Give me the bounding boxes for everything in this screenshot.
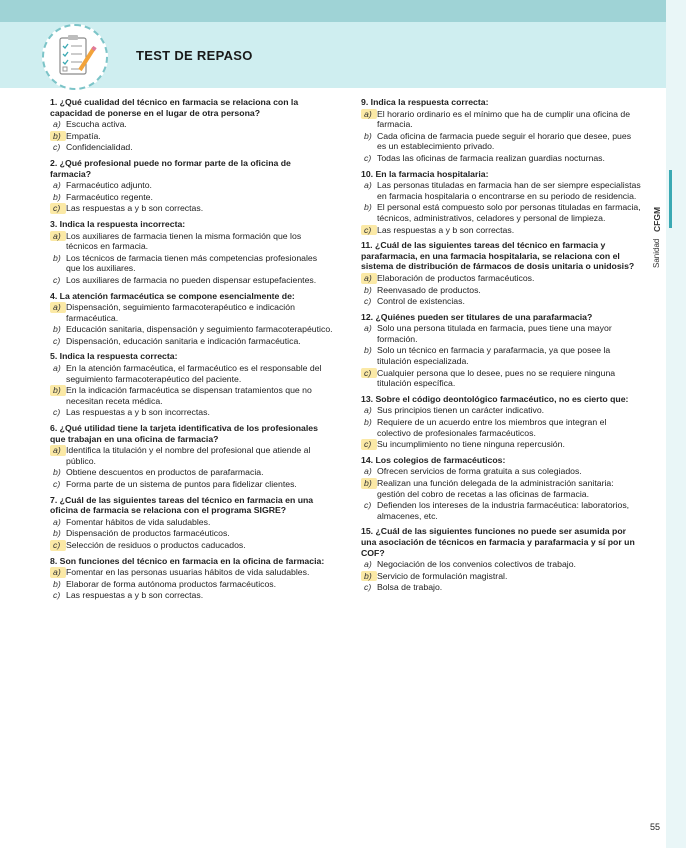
option-text: El personal está compuesto solo por personas tituladas en farmacia, técnicos, administrativos, celadores y personal de limpieza. xyxy=(377,202,641,223)
highlighted-option-letter: c) xyxy=(361,225,377,236)
answer-option xyxy=(50,142,333,153)
answer-option xyxy=(50,231,333,252)
option-text: Cualquier persona que lo desee, pues no se requiere ninguna titulación específica. xyxy=(377,367,616,389)
option-text: Realizan una función delegada de la administración sanitaria: gestión del cobro de recetas a las oficinas de farmacia. xyxy=(377,478,614,499)
answer-option xyxy=(361,285,642,296)
question-block xyxy=(50,423,333,490)
option-text: En la indicación farmacéutica se dispensan tratamientos que no necesitan receta médica. xyxy=(66,385,312,406)
option-text: Farmacéutico adjunto. xyxy=(66,180,152,191)
option-letter: c) xyxy=(53,590,61,601)
highlighted-option-letter: c) xyxy=(50,203,66,214)
option-text: Selección de residuos o productos caducados. xyxy=(66,539,246,550)
question-text: 7. ¿Cuál de las siguientes tareas del técnico en farmacia en una oficina de farmacia se relaciona con el programa SIGRE? xyxy=(50,494,314,516)
question-text: 9. Indica la respuesta correcta: xyxy=(361,97,489,107)
answer-option xyxy=(50,579,333,590)
option-letter: c) xyxy=(53,479,61,489)
answer-option xyxy=(361,417,642,438)
option-text: Empatía. xyxy=(66,130,101,141)
option-text: Los auxiliares de farmacia no pueden dispensar estupefacientes. xyxy=(66,274,317,285)
option-text: Solo un técnico en farmacia y parafarmacia, ya que posee la titulación especializada. xyxy=(377,345,611,367)
option-text: Confidencialidad. xyxy=(66,142,133,153)
answer-option xyxy=(50,180,333,191)
question-block xyxy=(361,394,642,450)
answer-option xyxy=(361,131,642,152)
question-text: 5. Indica la respuesta correcta: xyxy=(50,351,178,362)
answer-option xyxy=(361,345,642,366)
option-text: Las respuestas a y b son correctas. xyxy=(66,590,204,601)
option-letter: a) xyxy=(364,180,372,191)
answer-option xyxy=(50,119,333,130)
option-letter: b) xyxy=(53,528,61,539)
answer-option xyxy=(50,192,333,203)
option-text: Elaborar de forma autónoma productos farmacéuticos. xyxy=(66,578,277,589)
question-block xyxy=(361,526,642,593)
question-block xyxy=(50,495,333,551)
option-letter: b) xyxy=(364,284,372,295)
answer-option xyxy=(361,439,642,450)
answer-option xyxy=(50,363,333,384)
option-letter: b) xyxy=(53,324,61,335)
answer-option xyxy=(361,296,642,307)
highlighted-option-letter: a) xyxy=(50,445,66,456)
left-column xyxy=(50,97,333,606)
option-letter: a) xyxy=(364,323,372,334)
question-text: 4. La atención farmacéutica se compone esencialmente de: xyxy=(50,290,295,301)
option-letter: c) xyxy=(364,152,372,163)
page-title: TEST DE REPASO xyxy=(136,48,253,63)
answer-option xyxy=(50,479,333,490)
question-block xyxy=(50,219,333,286)
answer-option xyxy=(50,528,333,539)
option-letter: b) xyxy=(364,202,372,213)
option-text: Defienden los intereses de la industria farmacéutica: laboratorios, almacenes, etc. xyxy=(377,500,630,521)
highlighted-option-letter: a) xyxy=(50,567,66,578)
question-text: 15. ¿Cuál de las siguientes funciones no puede ser asumida por una asociación de técnicos en farmacia y parafarmacia y sí por un COF? xyxy=(361,526,635,558)
answer-option xyxy=(50,302,333,323)
highlighted-option-letter: c) xyxy=(50,540,66,551)
answer-option xyxy=(50,540,333,551)
answer-option xyxy=(361,368,642,389)
question-block xyxy=(361,240,642,307)
question-text: 10. En la farmacia hospitalaria: xyxy=(361,168,489,179)
question-text: 14. Los colegios de farmacéuticos: xyxy=(361,454,506,465)
option-text: Los auxiliares de farmacia tienen la misma formación que los técnicos en farmacia. xyxy=(66,230,302,252)
highlighted-option-letter: b) xyxy=(361,478,377,489)
answer-option xyxy=(361,180,642,201)
answer-option xyxy=(361,405,642,416)
option-text: Ofrecen servicios de forma gratuita a sus colegiados. xyxy=(377,466,582,477)
option-text: Dispensación de productos farmacéuticos. xyxy=(66,528,230,539)
option-letter: b) xyxy=(53,578,61,589)
answer-option xyxy=(361,571,642,582)
option-text: Dispensación, seguimiento farmacoterapéutico e indicación farmacéutica. xyxy=(66,302,295,323)
option-text: Las respuestas a y b son correctas. xyxy=(377,224,515,235)
option-letter: c) xyxy=(53,407,61,418)
highlighted-option-letter: b) xyxy=(361,571,377,582)
option-text: Las respuestas a y b son correctas. xyxy=(66,203,204,214)
page-number: 55 xyxy=(650,822,661,832)
option-letter: a) xyxy=(364,559,372,570)
option-letter: a) xyxy=(53,180,61,191)
option-text: Servicio de formulación magistral. xyxy=(377,570,508,581)
highlighted-option-letter: c) xyxy=(361,368,377,379)
option-text: Identifica la titulación y el nombre del profesional que atiende al público. xyxy=(66,445,311,466)
option-letter: c) xyxy=(364,582,372,593)
answer-option xyxy=(50,324,333,335)
answer-option xyxy=(361,109,642,130)
option-letter: c) xyxy=(53,335,61,346)
option-letter: a) xyxy=(364,466,372,477)
checklist-pencil-icon xyxy=(42,24,108,90)
question-text: 3. Indica la respuesta incorrecta: xyxy=(50,218,186,229)
answer-option xyxy=(361,323,642,344)
option-letter: b) xyxy=(53,252,61,263)
question-block xyxy=(50,351,333,418)
answer-option xyxy=(50,467,333,478)
option-letter: c) xyxy=(364,296,372,307)
question-text: 11. ¿Cuál de las siguientes tareas del técnico en farmacia y parafarmacia, en una farmacia hospitalaria, se relaciona con el sistema de distribución de fármacos de dosis unitaria o unidosis? xyxy=(361,240,635,272)
option-letter: b) xyxy=(364,417,372,428)
answer-option xyxy=(50,517,333,528)
right-margin-strip xyxy=(666,0,686,848)
option-text: Las personas tituladas en farmacia han de ser siempre especialistas en farmacia hospitalaria o encontrarse en su periodo de residencia. xyxy=(377,180,641,201)
option-text: Las respuestas a y b son incorrectas. xyxy=(66,407,210,418)
answer-option xyxy=(361,559,642,570)
option-text: Cada oficina de farmacia puede seguir el horario que desee, pues es un establecimiento privado. xyxy=(377,130,632,152)
answer-option xyxy=(361,500,642,521)
area-label: Sanidad xyxy=(652,238,661,268)
answer-option xyxy=(50,131,333,142)
question-text: 6. ¿Qué utilidad tiene la tarjeta identificativa de los profesionales que trabajan en una oficina de farmacia? xyxy=(50,423,318,444)
option-text: Control de existencias. xyxy=(377,296,465,307)
option-letter: c) xyxy=(53,142,61,153)
option-text: Elaboración de productos farmacéuticos. xyxy=(377,272,535,283)
answer-option xyxy=(50,445,333,466)
option-letter: c) xyxy=(53,274,61,285)
option-text: Educación sanitaria, dispensación y seguimiento farmacoterapéutico. xyxy=(66,324,333,335)
question-text: 2. ¿Qué profesional puede no formar parte de la oficina de farmacia? xyxy=(50,157,291,179)
option-letter: b) xyxy=(53,191,61,202)
option-text: Obtiene descuentos en productos de parafarmacia. xyxy=(66,467,264,478)
answer-option xyxy=(361,466,642,477)
option-text: Requiere de un acuerdo entre los miembros que integran el colectivo de profesionales farmacéuticos. xyxy=(377,417,607,438)
option-text: Reenvasado de productos. xyxy=(377,284,481,295)
option-text: Forma parte de un sistema de puntos para fidelizar clientes. xyxy=(66,479,297,489)
question-block xyxy=(50,556,333,601)
answer-option xyxy=(50,336,333,347)
question-block xyxy=(50,97,333,153)
question-text: 8. Son funciones del técnico en farmacia en la oficina de farmacia: xyxy=(50,555,325,566)
highlighted-option-letter: c) xyxy=(361,439,377,450)
answer-option xyxy=(50,590,333,601)
option-text: Farmacéutico regente. xyxy=(66,191,153,202)
option-letter: a) xyxy=(53,516,61,527)
question-text: 13. Sobre el código deontológico farmacéutico, no es cierto que: xyxy=(361,393,629,404)
option-text: Sus principios tienen un carácter indicativo. xyxy=(377,405,545,416)
answer-option xyxy=(50,567,333,578)
highlighted-option-letter: a) xyxy=(361,273,377,284)
option-letter: a) xyxy=(53,363,61,374)
option-letter: b) xyxy=(364,345,372,356)
option-text: En la atención farmacéutica, el farmacéutico es el responsable del seguimiento farmacoterapéutico del paciente. xyxy=(66,363,322,384)
question-block xyxy=(50,158,333,214)
option-text: Dispensación, educación sanitaria e indicación farmacéutica. xyxy=(66,335,301,346)
answer-option xyxy=(361,273,642,284)
option-text: Bolsa de trabajo. xyxy=(377,582,443,593)
side-accent-bar xyxy=(669,170,672,228)
answer-option xyxy=(50,253,333,274)
option-letter: c) xyxy=(364,500,372,511)
answer-option xyxy=(361,582,642,593)
question-text: 12. ¿Quiénes pueden ser titulares de una parafarmacia? xyxy=(361,311,593,322)
question-block xyxy=(361,97,642,164)
question-block xyxy=(361,455,642,522)
option-text: Los técnicos de farmacia tienen más competencias profesionales que los auxiliares. xyxy=(66,252,318,274)
right-column xyxy=(361,97,642,598)
answer-option xyxy=(50,407,333,418)
option-text: Todas las oficinas de farmacia realizan guardias nocturnas. xyxy=(377,152,605,163)
question-block xyxy=(361,169,642,236)
option-text: Fomentar hábitos de vida saludables. xyxy=(66,516,211,527)
option-letter: a) xyxy=(53,119,61,130)
option-text: Fomentar en las personas usuarias hábitos de vida saludables. xyxy=(66,567,310,578)
option-text: Su incumplimiento no tiene ninguna repercusión. xyxy=(377,439,565,450)
answer-option xyxy=(50,275,333,286)
option-letter: a) xyxy=(364,405,372,416)
question-block xyxy=(50,291,333,347)
highlighted-option-letter: a) xyxy=(361,109,377,120)
answer-option xyxy=(361,225,642,236)
level-label: CFGM xyxy=(652,206,662,232)
highlighted-option-letter: a) xyxy=(50,302,66,313)
highlighted-option-letter: b) xyxy=(50,385,66,396)
question-text: 1. ¿Qué cualidad del técnico en farmacia se relaciona con la capacidad de ponerse en el lugar de otra persona? xyxy=(50,97,299,118)
highlighted-option-letter: a) xyxy=(50,231,66,242)
highlighted-option-letter: b) xyxy=(50,131,66,142)
answer-option xyxy=(361,202,642,223)
answer-option xyxy=(361,153,642,164)
option-text: Negociación de los convenios colectivos de trabajo. xyxy=(377,559,576,570)
answer-option xyxy=(50,385,333,406)
option-text: Solo una persona titulada en farmacia, pues tiene una mayor formación. xyxy=(377,323,612,344)
option-text: El horario ordinario es el mínimo que ha de cumplir una oficina de farmacia. xyxy=(377,108,631,130)
top-band xyxy=(0,0,666,22)
question-block xyxy=(361,312,642,389)
answer-option xyxy=(361,478,642,499)
option-letter: b) xyxy=(364,130,372,141)
option-text: Escucha activa. xyxy=(66,119,127,130)
answer-option xyxy=(50,203,333,214)
option-letter: b) xyxy=(53,467,61,478)
